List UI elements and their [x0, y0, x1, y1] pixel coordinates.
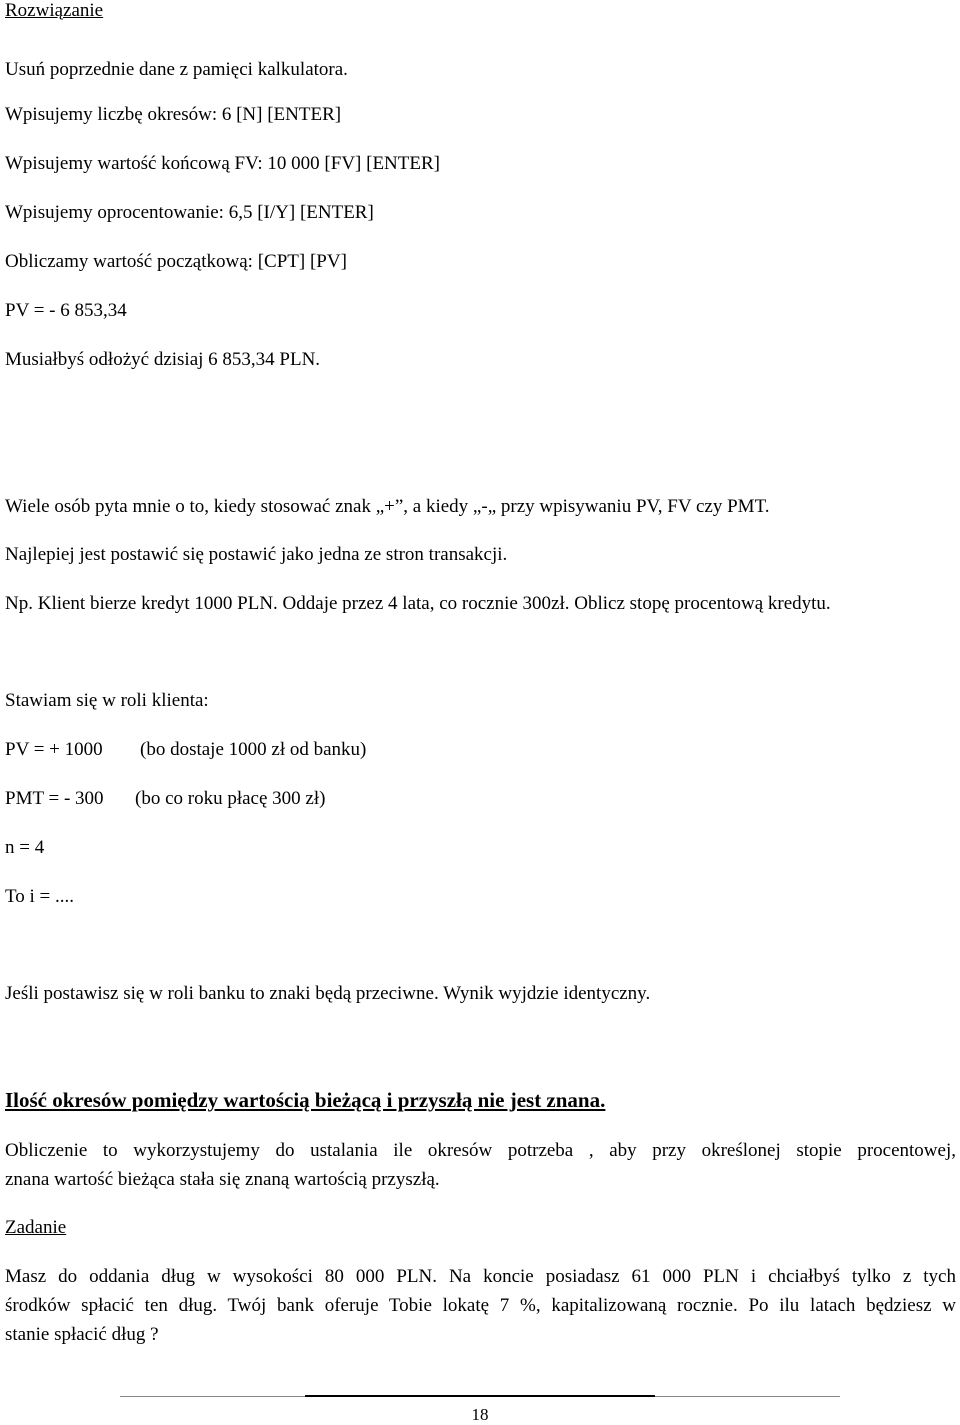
sign-note-line: Najlepiej jest postawić się postawić jako jedna ze stron transakcji.: [5, 544, 508, 565]
task-line: stanie spłacić dług ?: [5, 1324, 159, 1345]
task-line: środków spłacić ten dług. Twój bank oferuje Tobie lokatę 7 %, kapitalizowaną rocznie. Po ilu latach będziesz w: [5, 1295, 956, 1316]
sign-note-line: Np. Klient bierze kredyt 1000 PLN. Oddaje przez 4 lata, co rocznie 300zł. Oblicz stopę procentową kredytu.: [5, 593, 831, 614]
step-line: Wpisujemy liczbę okresów: 6 [N] [ENTER]: [5, 104, 342, 125]
step-line: Obliczamy wartość początkową: [CPT] [PV]: [5, 251, 347, 272]
sign-note-line: Wiele osób pyta mnie o to, kiedy stosować znak „+”, a kiedy „-„ przy wpisywaniu PV, FV czy PMT.: [5, 496, 770, 517]
pv-note: (bo dostaje 1000 zł od banku): [140, 739, 367, 760]
section-text-line: Obliczenie to wykorzystujemy do ustalania ile okresów potrzeba , aby przy określonej stopie procentowej,: [5, 1140, 956, 1161]
step-line: Musiałbyś odłożyć dzisiaj 6 853,34 PLN.: [5, 349, 321, 370]
heading-zadanie: Zadanie: [5, 1217, 67, 1238]
n-value: n = 4: [5, 837, 45, 858]
pv-row: [5, 739, 366, 761]
pmt-label: PMT = - 300: [5, 788, 104, 809]
bank-note: Jeśli postawisz się w roli banku to znaki będą przeciwne. Wynik wyjdzie identyczny.: [5, 983, 651, 1004]
client-role-intro: Stawiam się w roli klienta:: [5, 690, 209, 711]
pv-label: PV = + 1000: [5, 739, 103, 760]
footer-rule-thick: [305, 1395, 655, 1397]
pmt-row: [5, 788, 325, 810]
pmt-note: (bo co roku płacę 300 zł): [135, 788, 326, 809]
task-line: Masz do oddania dług w wysokości 80 000 PLN. Na koncie posiadasz 61 000 PLN i chciałbyś tylko z tych: [5, 1266, 956, 1287]
page-number: 18: [471, 1405, 489, 1424]
step-line: PV = - 6 853,34: [5, 300, 127, 321]
heading-rozwiazanie: Rozwiązanie: [5, 0, 104, 21]
i-value: To i = ....: [5, 886, 75, 907]
step-line: Wpisujemy oprocentowanie: 6,5 [I/Y] [ENTER]: [5, 202, 374, 223]
section-heading: Ilość okresów pomiędzy wartością bieżącą i przyszłą nie jest znana.: [5, 1088, 606, 1112]
step-line: Wpisujemy wartość końcową FV: 10 000 [FV] [ENTER]: [5, 153, 440, 174]
step-line: Usuń poprzednie dane z pamięci kalkulatora.: [5, 59, 348, 80]
section-text-line: znana wartość bieżąca stała się znaną wartością przyszłą.: [5, 1169, 440, 1190]
